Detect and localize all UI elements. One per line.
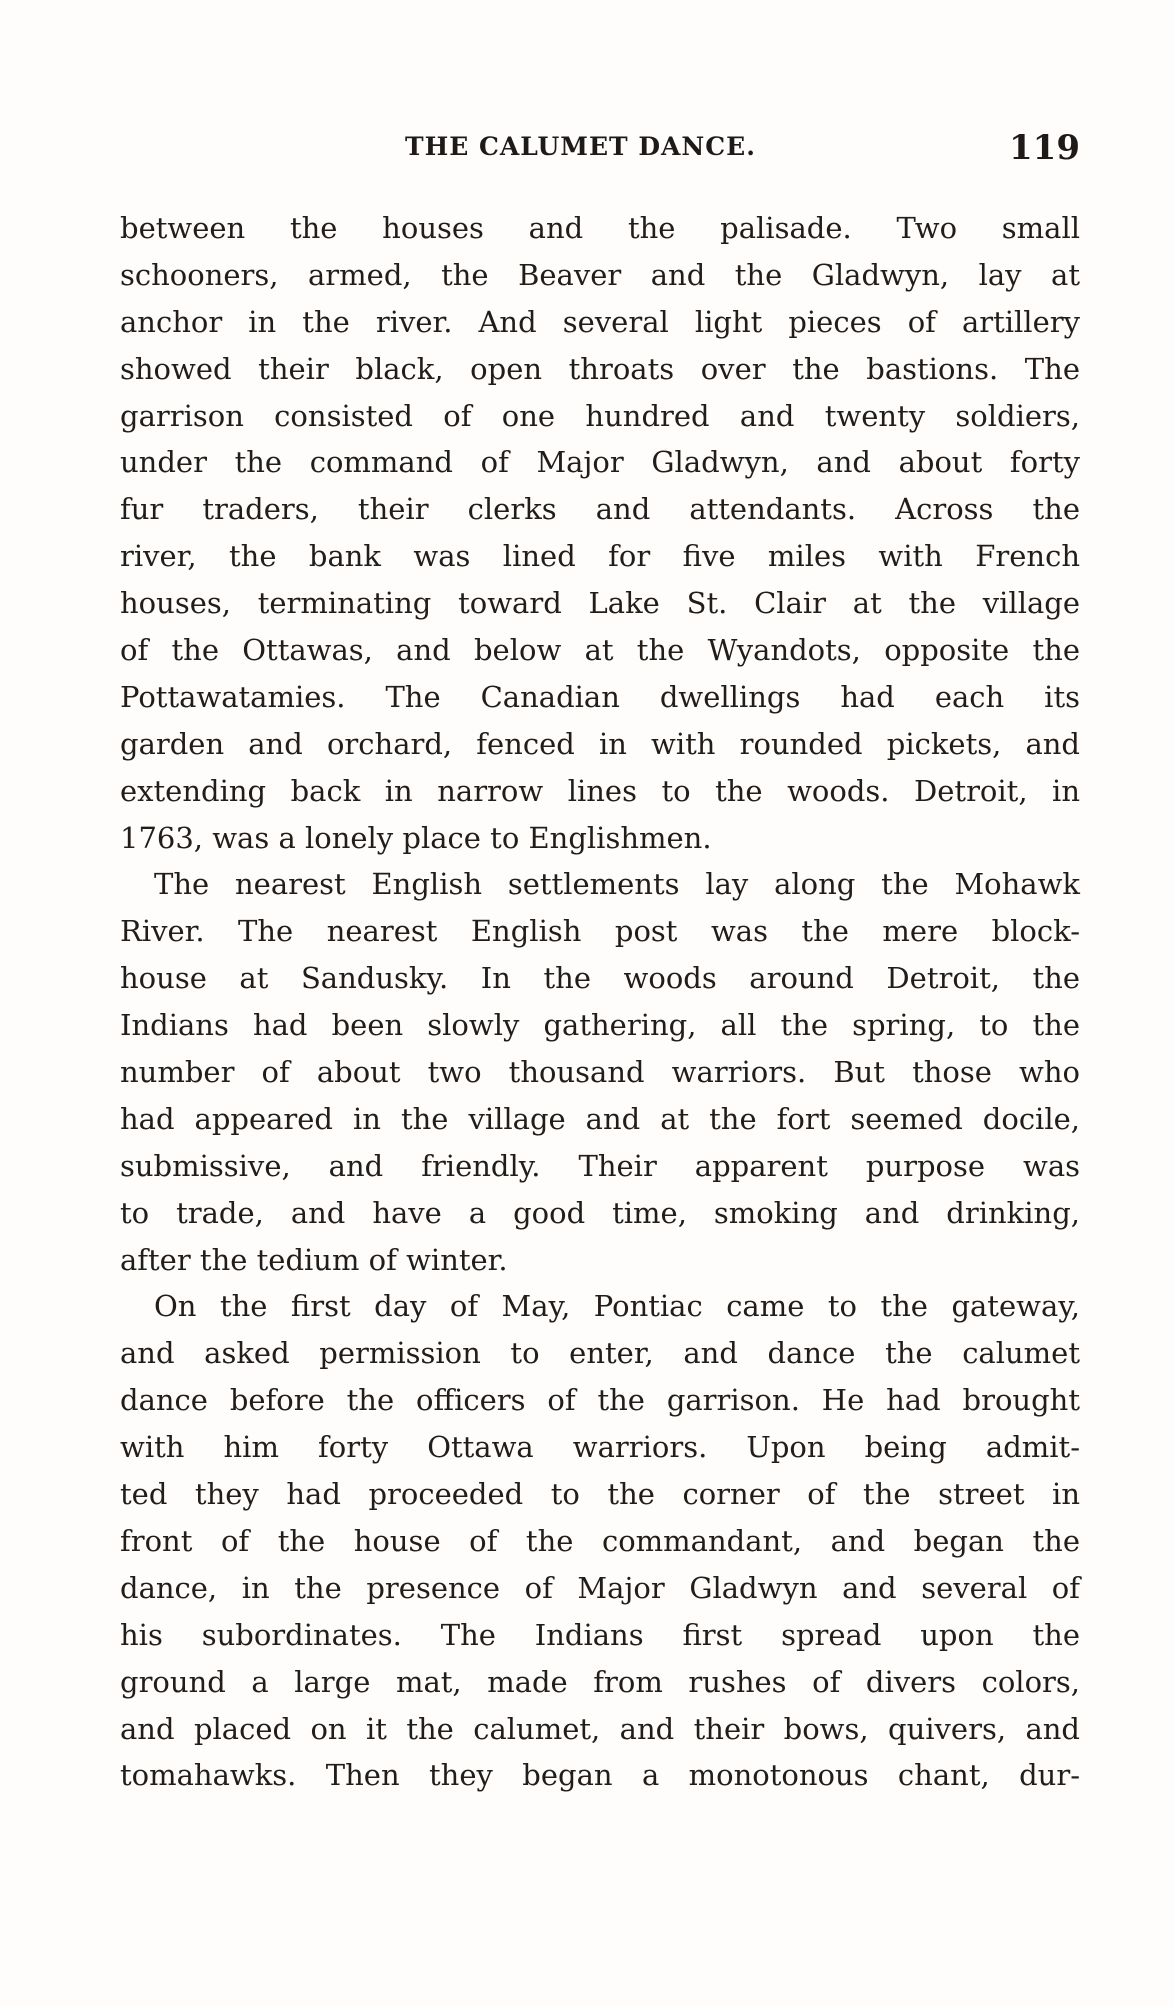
text-line: fur traders, their clerks and attendants. Across the	[120, 492, 1080, 527]
text-line: garrison consisted of one hundred and twenty soldiers,	[120, 398, 1080, 433]
text-line: between the houses and the palisade. Two small	[120, 211, 1080, 245]
body-text	[120, 205, 1080, 1799]
text-line: houses, terminating toward Lake St. Clair at the village	[120, 586, 1080, 621]
text-line: anchor in the river. And several light pieces of artillery	[120, 304, 1080, 339]
text-line: River. The nearest English post was the mere block-	[120, 914, 1080, 949]
text-line: extending back in narrow lines to the woods. Detroit, in	[120, 773, 1080, 808]
text-line: house at Sandusky. In the woods around Detroit, the	[120, 961, 1080, 996]
text-line: had appeared in the village and at the fort seemed docile,	[120, 1101, 1080, 1136]
text-line: number of about two thousand warriors. But those who	[120, 1055, 1080, 1090]
running-head	[120, 128, 1080, 168]
text-line: his subordinates. The Indians first spread upon the	[120, 1617, 1080, 1652]
text-line: dance, in the presence of Major Gladwyn and several of	[120, 1570, 1080, 1605]
text-line: 1763, was a lonely place to Englishmen.	[120, 820, 712, 855]
text-line: garden and orchard, fenced in with rounded pickets, and	[120, 726, 1080, 761]
text-line: submissive, and friendly. Their apparent purpose was	[120, 1148, 1080, 1183]
text-line: and asked permission to enter, and dance the calumet	[120, 1336, 1080, 1371]
text-line: Pottawatamies. The Canadian dwellings had each its	[120, 679, 1080, 714]
paragraph	[120, 861, 1080, 1283]
text-line: of the Ottawas, and below at the Wyandots, opposite the	[120, 633, 1080, 668]
text-line: front of the house of the commandant, and began the	[120, 1523, 1080, 1558]
text-line: schooners, armed, the Beaver and the Gladwyn, lay at	[120, 257, 1080, 292]
text-line: with him forty Ottawa warriors. Upon being admit-	[120, 1430, 1080, 1465]
running-title: THE CALUMET DANCE.	[405, 132, 756, 161]
text-line: river, the bank was lined for five miles with French	[120, 539, 1080, 574]
text-line: The nearest English settlements lay along the Mohawk	[154, 867, 1080, 902]
text-line: to trade, and have a good time, smoking and drinking,	[120, 1195, 1080, 1230]
text-line: and placed on it the calumet, and their bows, quivers, and	[120, 1711, 1080, 1746]
text-line: dance before the officers of the garrison. He had brought	[120, 1383, 1080, 1418]
text-line: showed their black, open throats over the bastions. The	[120, 351, 1080, 386]
paragraph	[120, 1283, 1080, 1799]
text-line: after the tedium of winter.	[120, 1242, 508, 1277]
text-line: ted they had proceeded to the corner of the street in	[120, 1477, 1080, 1512]
page-number: 119	[1009, 128, 1080, 168]
text-line: tomahawks. Then they began a monotonous chant, dur-	[120, 1758, 1080, 1793]
paragraph	[120, 205, 1080, 861]
text-line: under the command of Major Gladwyn, and about forty	[120, 445, 1080, 480]
text-line: Indians had been slowly gathering, all the spring, to the	[120, 1008, 1080, 1043]
text-line: On the first day of May, Pontiac came to the gateway,	[154, 1289, 1080, 1324]
text-line: ground a large mat, made from rushes of divers colors,	[120, 1664, 1080, 1699]
